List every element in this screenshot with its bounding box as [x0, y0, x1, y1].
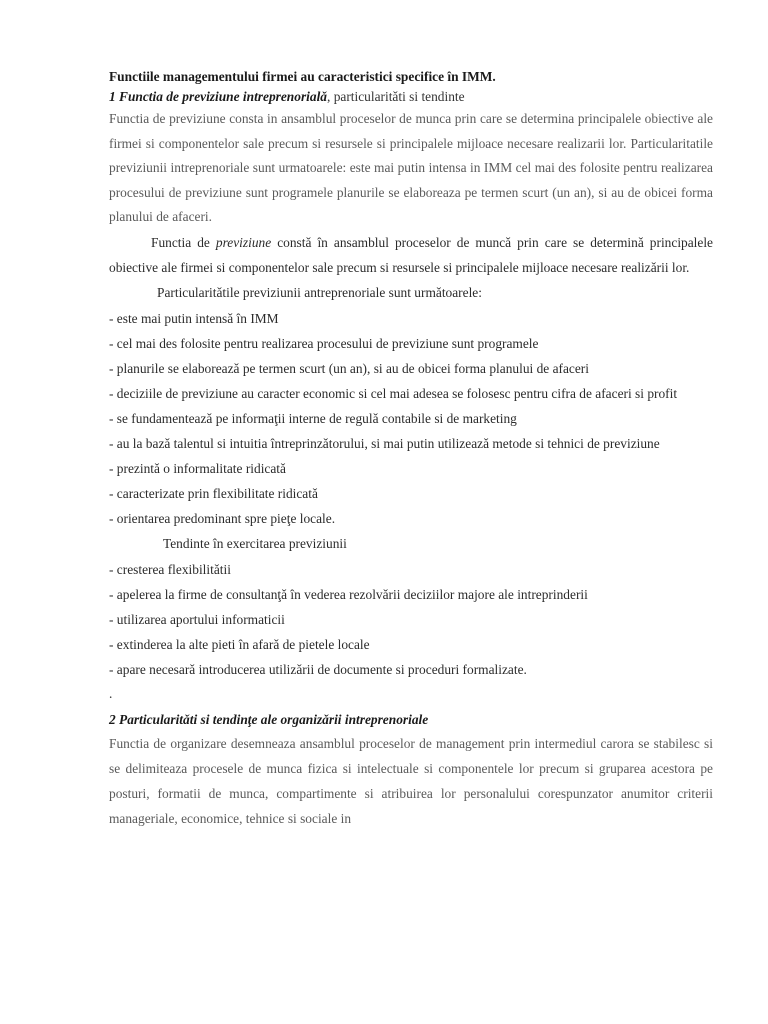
list-item: - au la bazǎ talentul si intuitia întreprinzǎtorului, si mai putin utilizeazǎ metode si tehnici de previziune: [109, 436, 660, 452]
list-item: - apare necesarǎ introducerea utilizǎrii de documente si proceduri formalizate.: [109, 662, 527, 677]
section1-paragraph-2: [109, 230, 713, 280]
para2-italic: previziune: [215, 234, 272, 250]
list-item: - este mai putin intensǎ în IMM: [109, 310, 279, 326]
trends-list: [109, 557, 713, 682]
list-item: - caracterizate prin flexibilitate ridicatǎ: [109, 486, 318, 502]
trends-intro: Tendinte în exercitarea previziunii: [163, 536, 347, 552]
section1-heading-rest: , particularitǎti si tendinte: [327, 89, 465, 104]
particularities-list: [109, 306, 713, 532]
list-item: - extinderea la alte pieti în afarǎ de pietele locale: [109, 636, 370, 652]
section1-heading-bold: 1 Functia de previziune intreprenorialǎ: [109, 89, 327, 104]
list-item: - cresterea flexibilitǎtii: [109, 561, 231, 577]
list-item: - prezintǎ o informalitate ridicatǎ: [109, 461, 286, 477]
para2-start: Functia de: [151, 234, 216, 250]
particularities-intro: Particularitǎtile previziunii antreprenoriale sunt urmǎtoarele:: [157, 285, 482, 301]
section1-paragraph-gray: Functia de previziune consta in ansamblul proceselor de munca prin care se determina principalele obiective ale firmei si componentelor sale precum si resursele si principalele mijloace necesare realizarii lor. Particularitatile previziunii intreprenoriale sunt urmatoarele: este mai putin intensa in IMM cel mai des folosite pentru realizarea procesului de previziune sunt programele planurile se elaboreaza pe termen scurt (un an), si au de obicei forma planului de afaceri.: [109, 111, 713, 225]
list-item: - planurile se elaboreazǎ pe termen scurt (un an), si au de obicei forma planului de afaceri: [109, 360, 589, 376]
list-item: - utilizarea aportului informaticii: [109, 611, 285, 627]
list-item: - orientarea predominant spre pieţe locale.: [109, 511, 336, 527]
list-item: - cel mai des folosite pentru realizarea procesului de previziune sunt programele: [109, 335, 539, 351]
list-item: - se fundamenteazǎ pe informaţii interne de regulǎ contabile si de marketing: [109, 410, 517, 426]
document-title: Functiile managementului firmei au caracteristici specifice în IMM.: [109, 69, 496, 84]
document-page: [109, 67, 713, 832]
para2-end: constǎ în ansamblul proceselor de muncǎ prin care se determinǎ principalele obiective ale firmei si componentelor sale precum si resursele si principalele mijloace necesare realizǎrii lor.: [109, 234, 714, 276]
list-item: - deciziile de previziune au caracter economic si cel mai adesea se folosesc pentru cifra de afaceri si profit: [109, 385, 678, 401]
section1-heading: [109, 86, 713, 107]
section2-heading: 2 Particularitǎti si tendinţe ale organizǎrii intreprenoriale: [109, 712, 429, 728]
section2-paragraph-gray: Functia de organizare desemneaza ansamblul proceselor de management prin intermediul carora se stabilesc si se delimiteaza procesele de munca fizica si intelectuale si componentele lor precum si gruparea acestora pe posturi, formatii de munca, compartimente si atribuirea lor personalului corespunzator anumitor criterii manageriale, economice, tehnice si sociale in: [109, 736, 713, 826]
list-item: - apelerea la firme de consultanţǎ în vederea rezolvǎrii deciziilor majore ale intreprinderii: [109, 586, 588, 602]
stray-dot: .: [109, 686, 113, 702]
